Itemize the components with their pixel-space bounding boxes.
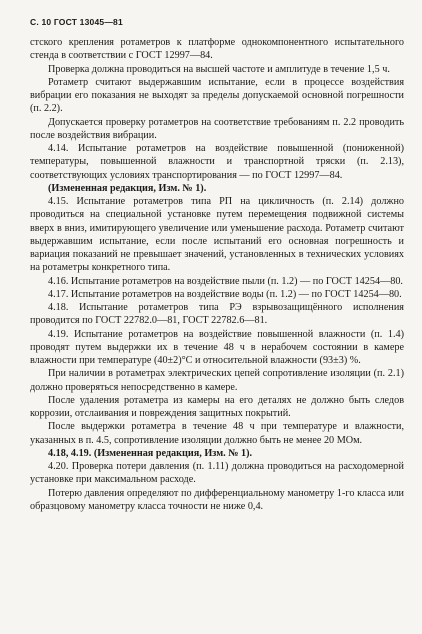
paragraph-4-16: 4.16. Испытание ротаметров на воздействие пыли (п. 1.2) — по ГОСТ 14254—80.: [48, 275, 403, 287]
paragraph-4-18: 4.18. Испытание ротаметров типа РЭ взрывозащищённого исполнения проводится по ГОСТ 22782.0—81, ГОСТ 22782.6—81.: [30, 302, 404, 327]
paragraph-4: Допускается проверку ротаметров на соответствие требованиям п. 2.2 проводить после воздействия вибрации.: [30, 116, 404, 141]
paragraph-4-15: 4.15. Испытание ротаметров типа РП на цикличность (п. 2.14) должно проводиться на специальной установке путем перемещения подвижной системы вверх в вниз, имитирующего увеличение или уменьшение расхода. Ротаметр считают выдержавшим испытание, если после испытаний его основная погрешность и вариация показаний не превышает значений, установленных в технических условиях на ротаметры конкретного типа.: [30, 196, 404, 274]
page-header: С. 10 ГОСТ 13045—81: [30, 17, 123, 27]
paragraph-4-19: 4.19. Испытание ротаметров на воздействие повышенной влажности (п. 1.4) проводят путем выдержки их в течение 48 ч в нерабочем состоянии в камере влажности при температуре (40±2)°С и относительной влажности (93±3) %.: [30, 328, 404, 366]
paragraph-2: Проверка должна проводиться на высшей частоте и амплитуде в течение 1,5 ч.: [48, 63, 390, 75]
paragraph-4-17: 4.17. Испытание ротаметров на воздействие воды (п. 1.2) — по ГОСТ 14254—80.: [48, 288, 402, 300]
paragraph-4-14: 4.14. Испытание ротаметров на воздействие повышенной (пониженной) температуры, повышенной влажности и транспортной тряски (п. 2.13), соответствующих условиях транспортирования — по ГОСТ 12997—84.: [30, 143, 404, 181]
paragraph-3: Ротаметр считают выдержавшим испытание, если в процессе воздействия вибрации его показания не выходят за пределы допускаемой основной погрешности (п. 2.2).: [30, 76, 404, 115]
paragraph-corrosion: После удаления ротаметра из камеры на его деталях не должно быть следов коррозии, отслаивания и повреждения защитных покрытий.: [30, 394, 404, 419]
paragraph-insulation: При наличии в ротаметрах электрических цепей сопротивление изоляции (п. 2.1) должно проверяться непосредственно в камере.: [30, 368, 404, 393]
paragraph-pressure: Потерю давления определяют по дифференциальному манометру 1-го класса или образцовому манометру класса точности не ниже 0,4.: [30, 487, 404, 512]
revision-note-2: 4.18, 4.19. (Измененная редакция, Изм. № 1).: [48, 447, 253, 459]
paragraph-1: стского крепления ротаметров к платформе однокомпонентного испытательного стенда в соответствии с ГОСТ 12997—84.: [30, 37, 404, 62]
revision-note-1: (Измененная редакция, Изм. № 1).: [48, 182, 207, 194]
paragraph-4-20: 4.20. Проверка потери давления (п. 1.11) должна проводиться на расходомерной установке при максимальном расходе.: [30, 461, 404, 486]
paragraph-resistance: После выдержки ротаметра в течение 48 ч при температуре и влажности, указанных в п. 4.5, сопротивление изоляции должно быть не менее 20 МОм.: [30, 421, 404, 446]
